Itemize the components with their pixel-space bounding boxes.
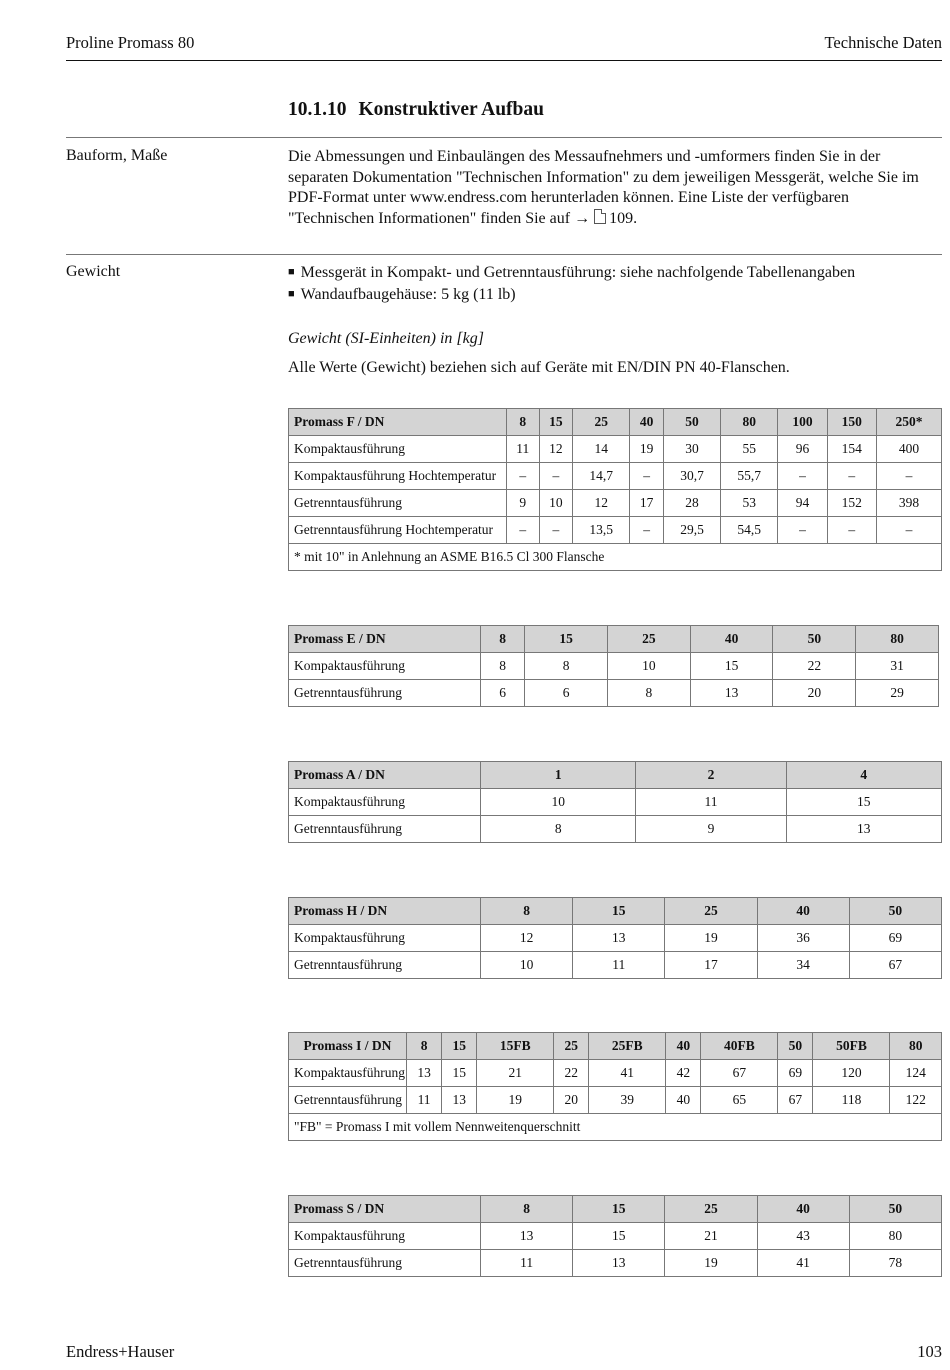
table-cell: 29,5 (663, 517, 720, 544)
table-header-cell: 15 (573, 898, 665, 925)
table-header-cell: 1 (481, 762, 636, 789)
table-cell: Kompaktausführung (289, 653, 481, 680)
table-row (289, 436, 942, 463)
table-cell: 19 (665, 925, 757, 952)
table-cell: Kompaktausführung (289, 789, 481, 816)
table-cell: 13,5 (573, 517, 630, 544)
table-cell: 20 (554, 1087, 589, 1114)
table-cell: 6 (481, 680, 525, 707)
table-cell: 21 (477, 1060, 554, 1087)
table-row (289, 1087, 942, 1114)
table-cell: – (876, 517, 941, 544)
table-cell: – (827, 463, 876, 490)
table-cell: 13 (573, 925, 665, 952)
table-cell: Kompaktausführung (289, 925, 481, 952)
table-header-cell: 50 (849, 898, 941, 925)
table-header-cell: 40 (757, 898, 849, 925)
table-header-cell: 8 (507, 409, 540, 436)
table-header-cell: Promass F / DN (289, 409, 507, 436)
table-cell: 55,7 (721, 463, 778, 490)
table-header-cell: 50 (663, 409, 720, 436)
table-promass-e (288, 625, 939, 707)
table-row (289, 1060, 942, 1087)
table-cell: 11 (573, 952, 665, 979)
table-cell: Getrenntausführung (289, 1250, 481, 1277)
table-cell: 13 (573, 1250, 665, 1277)
table-cell: – (630, 517, 664, 544)
table-note: * mit 10" in Anlehnung an ASME B16.5 Cl 300 Flansche (289, 544, 942, 571)
table-header-cell: 40 (690, 626, 773, 653)
table-header-cell: 15 (573, 1196, 665, 1223)
header-rule (66, 60, 942, 61)
table-cell: 13 (481, 1223, 573, 1250)
table-row (289, 952, 942, 979)
table-header-cell: 25FB (589, 1033, 666, 1060)
table-header-row (289, 762, 942, 789)
table-cell: 22 (773, 653, 856, 680)
table-note: "FB" = Promass I mit vollem Nennweitenquerschnitt (289, 1114, 942, 1141)
table-cell: 400 (876, 436, 941, 463)
table-header-cell: 15 (525, 626, 608, 653)
table-cell: 13 (690, 680, 773, 707)
gewicht-label: Gewicht (66, 263, 121, 280)
table-header-cell: 8 (407, 1033, 442, 1060)
table-cell: 124 (890, 1060, 942, 1087)
table-note-row (289, 1114, 942, 1141)
table-header-cell: 150 (827, 409, 876, 436)
table-header-cell: 80 (890, 1033, 942, 1060)
table-cell: 22 (554, 1060, 589, 1087)
table-cell: 10 (539, 490, 573, 517)
table-header-cell: 15 (442, 1033, 477, 1060)
table-cell: 67 (701, 1060, 778, 1087)
table-cell: 11 (636, 789, 786, 816)
bauform-text (288, 147, 938, 229)
section-number: 10.1.10 (288, 99, 347, 120)
table-cell: 17 (630, 490, 664, 517)
table-cell: – (876, 463, 941, 490)
table-promass-f (288, 408, 942, 571)
bauform-paragraph: Die Abmessungen und Einbaulängen des Messaufnehmers und -umformers finden Sie in der separaten Dokumentation "Technischen Information" zu dem jeweiligen Messgerät, welche Sie im PDF-Format unter www.endress.com herunterladen können. Eine Liste der verfügbaren "Technischen Informationen" finden Sie auf (288, 148, 919, 227)
table-cell: 19 (477, 1087, 554, 1114)
table-header-cell: 2 (636, 762, 786, 789)
table-note-row (289, 544, 942, 571)
table-header-cell: 25 (665, 898, 757, 925)
table-cell: – (539, 517, 573, 544)
gewicht-bullets (288, 263, 855, 306)
page-reference: 109. (609, 209, 638, 227)
header-left: Proline Promass 80 (66, 33, 195, 52)
table-header-cell: 8 (481, 626, 525, 653)
table-cell: 78 (849, 1250, 941, 1277)
table-cell: 15 (573, 1223, 665, 1250)
table-header-cell: 40 (757, 1196, 849, 1223)
table-cell: 154 (827, 436, 876, 463)
table-row (289, 1223, 942, 1250)
gewicht-subtitle: Gewicht (SI-Einheiten) in [kg] (288, 330, 484, 347)
table-cell: – (630, 463, 664, 490)
table-header-cell: 40 (630, 409, 664, 436)
table-cell: – (778, 463, 827, 490)
table-cell: 53 (721, 490, 778, 517)
table-row (289, 816, 942, 843)
table-promass-a (288, 761, 942, 843)
table-header-cell: 25 (573, 409, 630, 436)
table-cell: 118 (813, 1087, 890, 1114)
table-cell: 94 (778, 490, 827, 517)
page-number: 103 (917, 1342, 942, 1361)
table-cell: Kompaktausführung (289, 436, 507, 463)
table-cell: 9 (636, 816, 786, 843)
table-cell: 8 (481, 653, 525, 680)
section-title-text: Konstruktiver Aufbau (358, 99, 544, 120)
table-cell: – (778, 517, 827, 544)
table-cell: 15 (690, 653, 773, 680)
table-cell: 14,7 (573, 463, 630, 490)
table-cell: 30,7 (663, 463, 720, 490)
table-header-cell: Promass I / DN (289, 1033, 407, 1060)
table-row (289, 490, 942, 517)
bauform-label: Bauform, Maße (66, 147, 168, 164)
table-header-cell: 50 (849, 1196, 941, 1223)
table-cell: 39 (589, 1087, 666, 1114)
table-cell: 10 (481, 789, 636, 816)
table-cell: 67 (849, 952, 941, 979)
table-cell: 13 (407, 1060, 442, 1087)
table-cell: 15 (442, 1060, 477, 1087)
table-cell: – (827, 517, 876, 544)
divider (66, 137, 942, 138)
table-cell: 12 (573, 490, 630, 517)
table-promass-h (288, 897, 942, 979)
table-row (289, 925, 942, 952)
table-row (289, 680, 939, 707)
table-header-cell: Promass H / DN (289, 898, 481, 925)
table-cell: 152 (827, 490, 876, 517)
table-cell: 43 (757, 1223, 849, 1250)
footer-left: Endress+Hauser (66, 1342, 175, 1361)
table-cell: 69 (778, 1060, 813, 1087)
table-cell: 11 (507, 436, 540, 463)
table-cell: 80 (849, 1223, 941, 1250)
table-cell: Getrenntausführung (289, 680, 481, 707)
table-header-cell: 4 (786, 762, 941, 789)
table-header-row (289, 626, 939, 653)
table-cell: 19 (665, 1250, 757, 1277)
table-header-cell: 50 (773, 626, 856, 653)
table-cell: 19 (630, 436, 664, 463)
table-header-cell: 15 (539, 409, 573, 436)
table-cell: Kompaktausführung Hochtemperatur (289, 463, 507, 490)
table-cell: Getrenntausführung (289, 816, 481, 843)
table-cell: 36 (757, 925, 849, 952)
table-cell: 54,5 (721, 517, 778, 544)
table-header-row (289, 409, 942, 436)
table-cell: – (507, 517, 540, 544)
table-cell: 10 (481, 952, 573, 979)
document-icon (594, 209, 606, 224)
table-cell: 29 (856, 680, 939, 707)
table-cell: 30 (663, 436, 720, 463)
table-promass-i (288, 1032, 942, 1141)
table-cell: 10 (607, 653, 690, 680)
table-header-row (289, 1196, 942, 1223)
table-header-cell: Promass A / DN (289, 762, 481, 789)
table-cell: 28 (663, 490, 720, 517)
table-cell: 398 (876, 490, 941, 517)
table-cell: Getrenntausführung (289, 952, 481, 979)
table-header-cell: 25 (607, 626, 690, 653)
table-cell: 13 (786, 816, 941, 843)
table-cell: 96 (778, 436, 827, 463)
table-cell: 31 (856, 653, 939, 680)
table-cell: Getrenntausführung (289, 1087, 407, 1114)
table-header-row (289, 898, 942, 925)
divider (66, 254, 942, 255)
table-header-cell: 100 (778, 409, 827, 436)
table-cell: 12 (539, 436, 573, 463)
table-cell: 14 (573, 436, 630, 463)
table-header-cell: 8 (481, 1196, 573, 1223)
table-cell: – (507, 463, 540, 490)
header-right: Technische Daten (824, 33, 942, 52)
table-header-cell: Promass S / DN (289, 1196, 481, 1223)
table-cell: Kompaktausführung (289, 1223, 481, 1250)
table-cell: 13 (442, 1087, 477, 1114)
table-cell: 8 (607, 680, 690, 707)
table-cell: 11 (407, 1087, 442, 1114)
table-cell: 65 (701, 1087, 778, 1114)
table-cell: 34 (757, 952, 849, 979)
section-title (288, 99, 544, 121)
table-row (289, 517, 942, 544)
bullet-item: ■ Wandaufbaugehäuse: 5 kg (11 lb) (288, 285, 855, 307)
table-cell: 21 (665, 1223, 757, 1250)
table-cell: 20 (773, 680, 856, 707)
table-cell: 120 (813, 1060, 890, 1087)
table-cell: 40 (666, 1087, 701, 1114)
table-cell: Getrenntausführung Hochtemperatur (289, 517, 507, 544)
table-cell: 8 (525, 653, 608, 680)
table-header-cell: 15FB (477, 1033, 554, 1060)
table-cell: 6 (525, 680, 608, 707)
table-row (289, 653, 939, 680)
table-cell: 15 (786, 789, 941, 816)
table-header-cell: 40 (666, 1033, 701, 1060)
gewicht-intro: Alle Werte (Gewicht) beziehen sich auf Geräte mit EN/DIN PN 40-Flanschen. (288, 359, 790, 376)
table-cell: 12 (481, 925, 573, 952)
table-cell: 41 (757, 1250, 849, 1277)
table-header-cell: 40FB (701, 1033, 778, 1060)
table-header-cell: 80 (721, 409, 778, 436)
table-header-cell: 50FB (813, 1033, 890, 1060)
bullet-item: ■ Messgerät in Kompakt- und Getrenntausführung: siehe nachfolgende Tabellenangaben (288, 263, 855, 285)
table-cell: 8 (481, 816, 636, 843)
table-header-cell: 25 (665, 1196, 757, 1223)
table-header-cell: 80 (856, 626, 939, 653)
table-cell: 122 (890, 1087, 942, 1114)
table-header-cell: Promass E / DN (289, 626, 481, 653)
table-header-cell: 25 (554, 1033, 589, 1060)
table-cell: 67 (778, 1087, 813, 1114)
arrow-icon: → (574, 209, 591, 227)
table-cell: 11 (481, 1250, 573, 1277)
table-cell: – (539, 463, 573, 490)
table-cell: 41 (589, 1060, 666, 1087)
table-cell: 42 (666, 1060, 701, 1087)
table-cell: Getrenntausführung (289, 490, 507, 517)
table-row (289, 463, 942, 490)
table-cell: 55 (721, 436, 778, 463)
table-cell: 69 (849, 925, 941, 952)
table-cell: Kompaktausführung (289, 1060, 407, 1087)
table-cell: 9 (507, 490, 540, 517)
table-header-row (289, 1033, 942, 1060)
table-row (289, 1250, 942, 1277)
table-header-cell: 8 (481, 898, 573, 925)
table-header-cell: 50 (778, 1033, 813, 1060)
table-row (289, 789, 942, 816)
table-cell: 17 (665, 952, 757, 979)
table-promass-s (288, 1195, 942, 1277)
table-header-cell: 250* (876, 409, 941, 436)
